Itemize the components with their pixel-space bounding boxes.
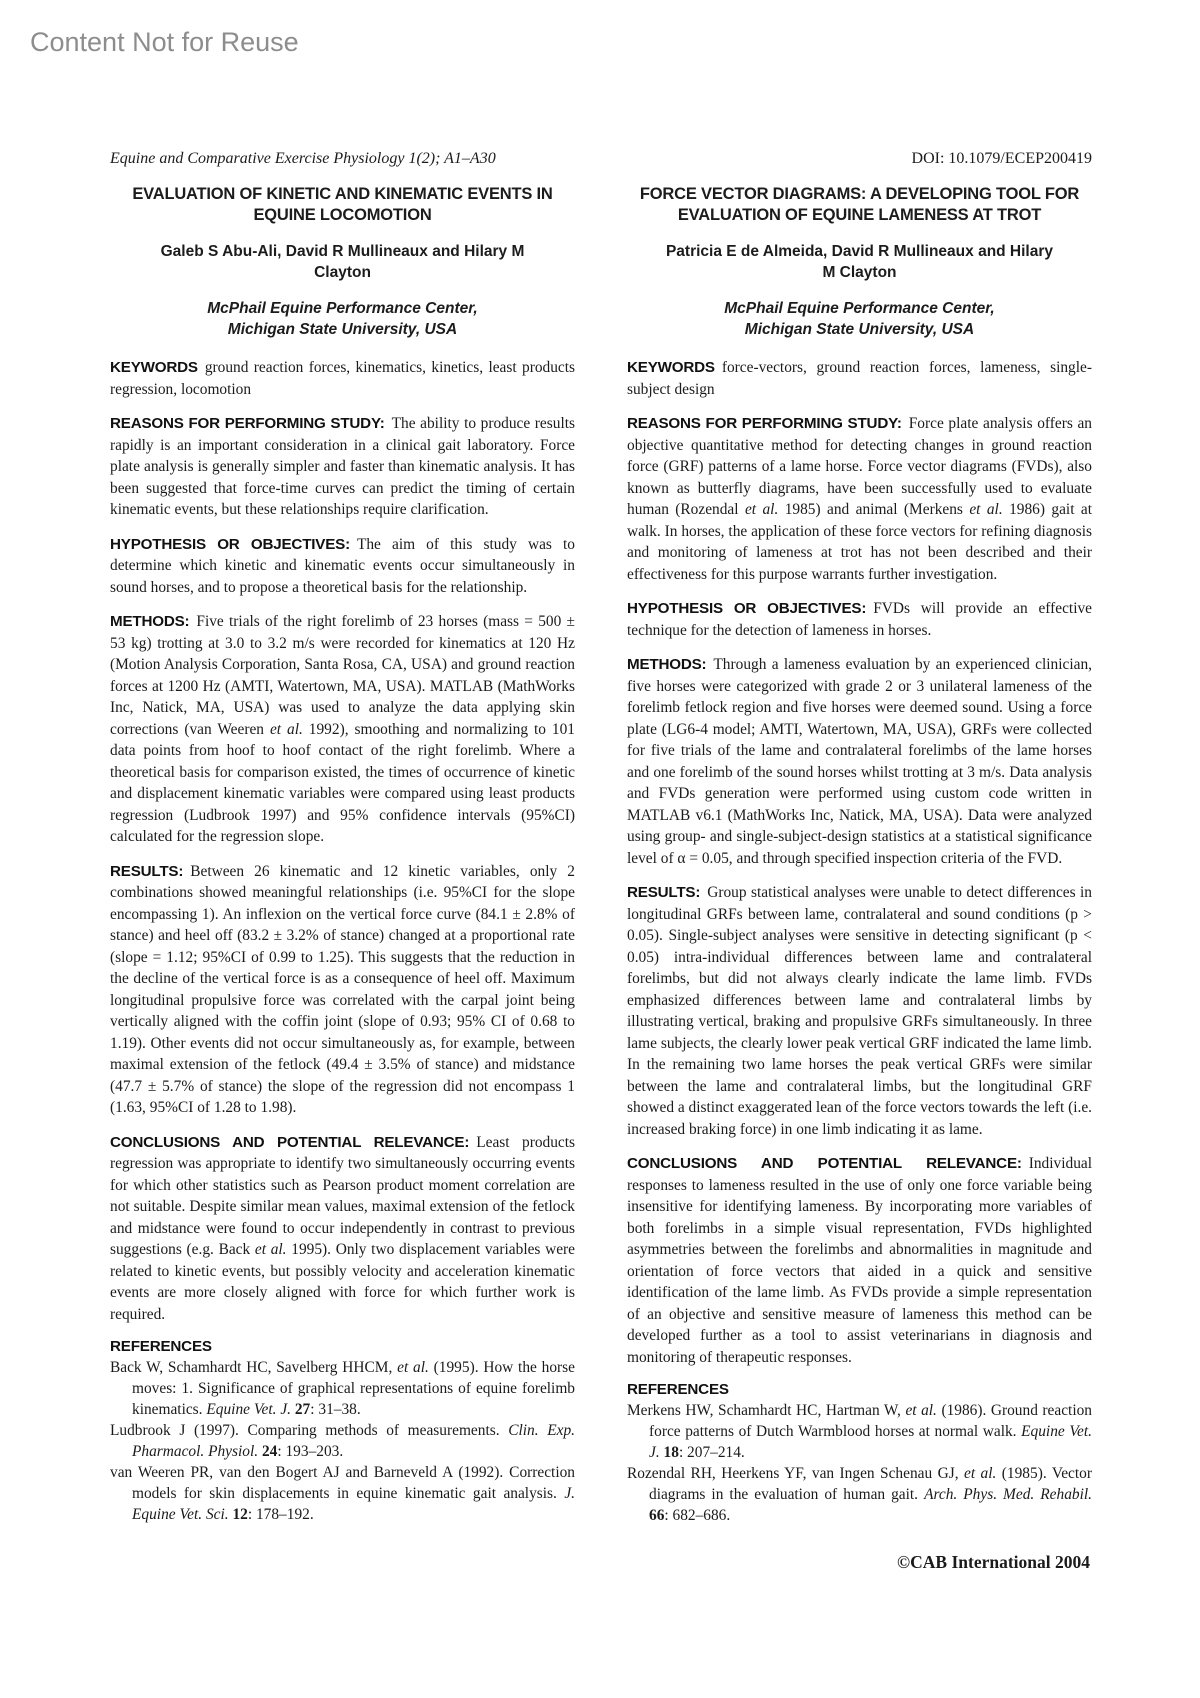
section-heading: HYPOTHESIS OR OBJECTIVES:	[110, 535, 350, 553]
keywords-section-right	[627, 357, 1092, 400]
keywords-text: force-vectors, ground reaction forces, lameness, single-subject design	[627, 359, 1092, 398]
affiliation-right: McPhail Equine Performance Center, Michigan State University, USA	[724, 300, 995, 338]
section-methods-right	[627, 654, 1092, 869]
section-text: FVDs will provide an effective technique for the detection of lameness in horses.	[627, 600, 1093, 639]
affiliation-left: McPhail Equine Performance Center, Michigan State University, USA	[207, 300, 478, 338]
section-text: Through a lameness evaluation by an experienced clinician, five horses were categorized with grade 2 or 3 unilateral lameness of the forelimb fetlock region and five horses were deemed sound. Using a force plate (LG6-4 model; AMTI, Watertown, MA, USA), GRFs were collected for five trials of the lame and contralateral forelimbs of the lame horses and one forelimb of the sound horses whilst trotting at 3 m/s. Data analysis and FVDs generation were performed using custom code written in MATLAB v6.1 (MathWorks Inc, Natick, MA, USA). Data were analyzed using group- and single-subject-design statistics at a statistical significance level of α = 0.05, and through specified inspection criteria of the FVD.	[627, 656, 1092, 867]
reference-item: Merkens HW, Schamhardt HC, Hartman W, et al. (1986). Ground reaction force patterns of Dutch Warmblood horses at normal walk. Equine Vet. J. 18: 207–214.	[627, 1402, 1093, 1461]
two-column-layout	[110, 184, 1092, 1526]
column-right	[627, 184, 1092, 1526]
section-text: Least products regression was appropriate to identify two simultaneously occurring events for which other statistics such as Pearson product moment correlation are not suitable. Despite similar mean values, maximal extension of the fetlock and midstance were found to occur independently in contrast to previous suggestions (e.g. Back et al. 1995). Only two displacement variables were related to kinetic events, but possibly velocity and acceleration kinematic events are more closely aligned with force for which further work is required.	[110, 1133, 576, 1323]
keywords-heading: KEYWORDS	[627, 359, 715, 376]
section-text: Force plate analysis offers an objective quantitative method for detecting changes in ground reaction force (GRF) patterns of a lame horse. Force vector diagrams (FVDs), also known as butterfly diagrams, have been successfully used to evaluate human (Rozendal et al. 1985) and animal (Merkens et al. 1986) gait at walk. In horses, the application of these force vectors for refining diagnosis and monitoring of lameness at trot has not been described and their effectiveness for this purpose warrants further investigation.	[627, 415, 1092, 583]
section-heading: RESULTS:	[627, 884, 701, 901]
references-heading-right: REFERENCES	[627, 1381, 729, 1398]
section-heading: METHODS:	[110, 613, 190, 630]
section-reasons-right	[627, 413, 1092, 585]
column-left	[110, 184, 575, 1526]
section-conclusions-right	[627, 1153, 1092, 1368]
section-heading: HYPOTHESIS OR OBJECTIVES:	[627, 600, 867, 617]
section-methods-left	[110, 611, 575, 848]
section-heading: RESULTS:	[110, 862, 184, 880]
section-text: The ability to produce results rapidly is an important consideration in a clinical gait laboratory. Force plate analysis is generally simpler and faster than kinematic analysis. It has been suggested that force-time curves can predict the timing of certain kinematic events, but these relationships require clarification.	[110, 415, 575, 518]
paper-title-left: EVALUATION OF KINETIC AND KINEMATIC EVENTS IN EQUINE LOCOMOTION	[132, 185, 553, 224]
doi-label: DOI: 10.1079/ECEP200419	[911, 150, 1092, 167]
section-heading: CONCLUSIONS AND POTENTIAL RELEVANCE:	[110, 1133, 470, 1151]
section-text: Group statistical analyses were unable to detect differences in longitudinal GRFs between lame, contralateral and sound conditions (p > 0.05). Single-subject analyses were sensitive in detecting significant (p < 0.05) intra-individual differences between lame and contralateral forelimbs, but did not always clearly indicate the lame limb. FVDs emphasized differences between lame and contralateral limbs by illustrating vertical, braking and propulsive GRFs simultaneously. In three lame subjects, the clearly lower peak vertical GRF indicated the lame limb. In the remaining two lame horses the peak vertical GRFs were similar between the lame and contralateral limbs, but the longitudinal GRF showed a distinct exaggerated lean of the force vectors towards the left (i.e. increased braking force) in one limb indicating it as lame.	[627, 884, 1092, 1138]
reference-item: Ludbrook J (1997). Comparing methods of measurements. Clin. Exp. Pharmacol. Physiol. 24: 193–203.	[110, 1422, 575, 1460]
section-text: Between 26 kinematic and 12 kinetic variables, only 2 combinations showed meaningful relationships (i.e. 95%CI for the slope encompassing 1). An inflexion on the vertical force curve (84.1 ± 2.8% of stance) and heel off (83.2 ± 3.2% of stance) changed at a proportional rate (slope = 1.12; 95%CI of 0.99 to 1.25). This suggests that the reduction in the decline of the vertical force is as a consequence of heel off. Maximum longitudinal propulsive force was correlated with the carpal joint being vertically aligned with the coffin joint (slope of 0.93; 95% CI of 0.68 to 1.19). Other events did not occur simultaneously as, for example, between maximal extension of the fetlock (49.4 ± 3.5% of stance) and midstance (47.7 ± 5.7% of stance) the slope of the regression did not encompass 1 (1.63, 95%CI of 1.28 to 1.98).	[110, 862, 575, 1116]
section-heading: REASONS FOR PERFORMING STUDY:	[110, 415, 385, 432]
keywords-heading: KEYWORDS	[110, 359, 198, 376]
copyright-notice: ©CAB International 2004	[897, 1552, 1090, 1572]
reference-item: van Weeren PR, van den Bogert AJ and Barneveld A (1992). Correction models for skin displacements in equine kinematic gait analysis. J. Equine Vet. Sci. 12: 178–192.	[110, 1464, 575, 1523]
reference-item: Back W, Schamhardt HC, Savelberg HHCM, et al. (1995). How the horse moves: 1. Significance of graphical representations of equine forelimb kinematics. Equine Vet. J. 27: 31–38.	[110, 1359, 575, 1418]
paper-title-right: FORCE VECTOR DIAGRAMS: A DEVELOPING TOOL FOR EVALUATION OF EQUINE LAMENESS AT TROT	[639, 185, 1080, 224]
keywords-text: ground reaction forces, kinematics, kinetics, least products regression, locomotion	[110, 359, 575, 398]
section-reasons-left	[110, 413, 575, 521]
section-heading: CONCLUSIONS AND POTENTIAL RELEVANCE:	[627, 1155, 1022, 1172]
section-text: Five trials of the right forelimb of 23 horses (mass = 500 ± 53 kg) trotting at 3.0 to 3.2 m/s were recorded for kinematics at 120 Hz (Motion Analysis Corporation, Santa Rosa, CA, USA) and ground reaction forces at 1200 Hz (AMTI, Watertown, MA, USA). MATLAB (MathWorks Inc, Natick, MA, USA) was used to analyze the data applying skin corrections (van Weeren et al. 1992), smoothing and normalizing to 101 data points from hoof to hoof contact of the right forelimb. Where a theoretical basis for comparison existed, the times of occurrence of kinetic and displacement kinematic variables were compared using least products regression (Ludbrook 1997) and 95% confidence intervals (95%CI) calculated for the regression slope.	[110, 613, 575, 845]
section-heading: METHODS:	[627, 656, 707, 673]
section-hypothesis-right	[627, 598, 1092, 641]
section-text: The aim of this study was to determine which kinetic and kinematic events occur simultaneously in sound horses, and to propose a theoretical basis for the relationship.	[110, 535, 575, 596]
authors-right: Patricia E de Almeida, David R Mullineaux and Hilary M Clayton	[665, 243, 1054, 281]
section-text: Individual responses to lameness resulted in the use of only one force variable being insensitive for identifying lameness. By incorporating more variables of both forelimbs in a simple visual representation, FVDs highlighted asymmetries between the forelimbs and abnormalities in magnitude and orientation of force vectors that aided in a quick and sensitive identification of the lame limb. As FVDs provide a simple representation of an objective and sensitive measure of lameness this method can be developed further as a tool to assist veterinarians in diagnosis and monitoring of therapeutic responses.	[627, 1155, 1092, 1366]
section-hypothesis-left	[110, 534, 575, 599]
section-results-right	[627, 882, 1092, 1140]
section-results-left	[110, 861, 575, 1119]
journal-reference: Equine and Comparative Exercise Physiology 1(2); A1–A30	[110, 150, 496, 167]
reference-item: Rozendal RH, Heerkens YF, van Ingen Schenau GJ, et al. (1985). Vector diagrams in the evaluation of human gait. Arch. Phys. Med. Rehabil. 66: 682–686.	[627, 1465, 1092, 1524]
page-header	[110, 150, 1092, 168]
watermark-text: Content Not for Reuse	[30, 27, 299, 57]
authors-left: Galeb S Abu-Ali, David R Mullineaux and Hilary M Clayton	[160, 243, 525, 281]
references-heading-left: REFERENCES	[110, 1338, 212, 1355]
section-heading: REASONS FOR PERFORMING STUDY:	[627, 415, 902, 432]
section-conclusions-left	[110, 1132, 575, 1326]
keywords-section-left	[110, 357, 575, 400]
